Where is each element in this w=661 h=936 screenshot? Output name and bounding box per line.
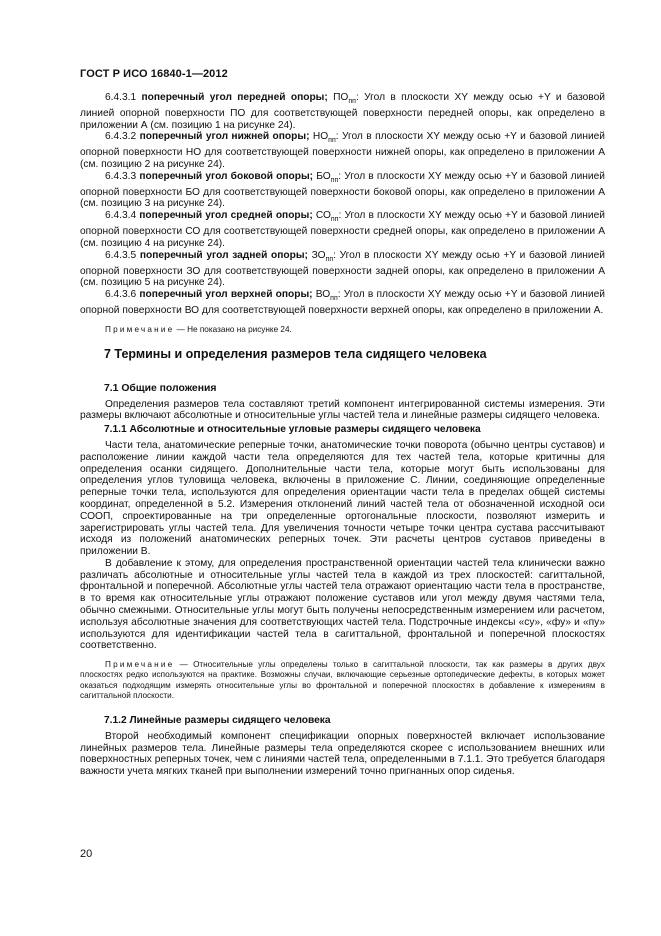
standard-header: ГОСТ Р ИСО 16840-1—2012 [80, 68, 228, 80]
section-7-1-1-paragraph-1: Части тела, анатомические реперные точки, анатомические точки поворота (обычно центры суставов) и расположение линии каждой части тела определяются для тех частей тела, которые критичны для определения осанки сидящего. Дополнительные части тела, которые могут быть использованы для определения углов туловища человека, включены в приложение С. Линии, соединяющие определенные реперные точки тела, используются для определения ориентации части тела в пределах общей системы координат, определенной в 5.2. Измерения отклонений линий частей тела от обозначенной исходной оси СООП, спроектированные на три определенные ортогональные плоскости, позволяют измерить и зарегистрировать углы частей тела. Для увеличения точности четыре точки центра сустава рассчитывают исходя из положений анатомических реперных точек. Эти расчеты центров суставов приведены в приложении В. [80, 439, 605, 558]
definition-text: : Угол в плоскости XY между осью +Y и базовой линией опорной поверхности БО для соответствующей поверхности боковой опоры, как определено в приложении А (см. позицию 3 на рисунке 24). [80, 170, 605, 210]
definition-number: 6.4.3.4 [105, 210, 137, 222]
definition-subscript: пп [348, 98, 356, 106]
section-7-1-1-paragraph-2: В добавление к этому, для определения пространственной ориентации частей тела клинически важно различать абсолютные и относительные углы частей тела в каждой из трех плоскостей: сагиттальной, фронтальной и поперечной. Абсолютные углы частей тела отражают ориентацию части тела в пространстве, в то время как относительные углы отражают положение суставов или угол между двумя частями тела, обычно смежными. Относительные углы могут быть получены непосредственным измерением или расчетом, используя абсолютные значения для соответствующих частей тела. Подстрочные индексы «су», «фу» и «пу» используются для идентификации частей тела в сагиттальной, фронтальной и поперечной плоскостях соответственно. [80, 557, 605, 652]
section-7-1-paragraph: Определения размеров тела составляют третий компонент интегрированной системы измерения. Эти размеры включают абсолютные и относительные углы частей тела и линейные размеры сидящего человека. [80, 398, 605, 422]
definition-term: поперечный угол передней опоры; [141, 92, 328, 103]
definition-subscript: пп [325, 255, 334, 263]
definition-term: поперечный угол боковой опоры; [139, 170, 314, 182]
definition-6-4-3-1 [80, 92, 605, 131]
note-text: — Относительные углы определены только в сагиттальной плоскости, так как размеры в других двух плоскостях редко используются на практике. Возможны случаи, включающие серьезные ортопедические дефекты, в которых может оказаться подходящим измерять относительные углы во фронтальной и поперечной плоскостях в добавление к измерениям в сагиттальной плоскости. [80, 660, 605, 700]
definition-number: 6.4.3.2 [105, 131, 137, 143]
definition-number: 6.4.3.1 [105, 92, 137, 103]
definition-abbreviation: СО [315, 210, 331, 222]
definition-term: поперечный угол средней опоры; [139, 210, 313, 222]
definition-number: 6.4.3.3 [105, 170, 137, 182]
definition-number: 6.4.3.6 [105, 289, 137, 301]
definition-term: поперечный угол верхней опоры; [139, 289, 313, 301]
section-7-1-1-note [80, 660, 605, 701]
note-label: Примечание [105, 324, 175, 334]
definition-term: поперечный угол задней опоры; [139, 249, 308, 261]
definition-6-4-3-5 [80, 250, 605, 289]
definition-text: : Угол в плоскости XY между осью +Y и базовой линией опорной поверхности ВО для соответствующей поверхности верхней опоры, как определено в приложении А. [80, 289, 605, 316]
definition-6-4-3-4 [80, 210, 605, 249]
definition-subscript: пп [330, 176, 339, 184]
section-7-1-2-heading: 7.1.2 Линейные размеры сидящего человека [104, 715, 331, 727]
definition-abbreviation: ВО [315, 289, 331, 301]
definition-text: : Угол в плоскости XY между осью +Y и базовой линией опорной поверхности НО для соответствующей поверхности нижней опоры, как определено в приложении А (см. позицию 2 на рисунке 24). [80, 131, 605, 171]
note-figure-24 [80, 325, 605, 335]
definition-6-4-3-2 [80, 131, 605, 170]
definition-number: 6.4.3.5 [105, 249, 137, 261]
page-number: 20 [80, 848, 93, 860]
definition-subscript: пп [330, 216, 339, 224]
page-content [80, 92, 605, 778]
definition-abbreviation: НО [312, 131, 329, 143]
definition-6-4-3-3 [80, 171, 605, 210]
section-7-heading: 7 Термины и определения размеров тела сидящего человека [104, 346, 487, 361]
definition-subscript: пп [328, 137, 336, 145]
note-text: — Не показано на рисунке 24. [174, 324, 292, 334]
definition-abbreviation: ПО [333, 92, 349, 103]
definition-text: : Угол в плоскости XY между осью +Y и базовой линией опорной поверхности ЗО для соответствующей поверхности задней опоры, как определено в приложении А (см. позицию 5 на рисунке 24). [80, 249, 605, 289]
definition-term: поперечный угол нижней опоры; [139, 131, 310, 143]
section-7-1-heading: 7.1 Общие положения [104, 382, 217, 394]
definition-text: : Угол в плоскости XY между осью +Y и базовой линией опорной поверхности СО для соответствующей поверхности средней опоры, как определено в приложении А (см. позицию 4 на рисунке 24). [80, 210, 605, 249]
definition-subscript: пп [330, 295, 338, 303]
definitions-list [80, 92, 605, 317]
section-7-1-1-heading: 7.1.1 Абсолютные и относительные угловые размеры сидящего человека [104, 424, 481, 436]
definition-abbreviation: БО [316, 170, 331, 182]
note-label: Примечание [105, 660, 175, 670]
definition-text: : Угол в плоскости XY между осью +Y и базовой линией опорной поверхности ПО для соответствующей поверхности передней опоры, как определено в приложении А (см. позицию 1 на рисунке 24). [80, 92, 605, 131]
section-7-1-2-paragraph: Второй необходимый компонент спецификации опорных поверхностей включает использование линейных размеров тела. Линейные размеры тела определяются скорее с использованием внешних или поверхностных реперных точек, чем с линиями частей тела, определенными в 7.1.1. Это требуется благодаря важности учета мягких тканей при выполнении измерений точно пригнанных опор сиденья. [80, 730, 605, 778]
definition-6-4-3-6 [80, 289, 605, 317]
definition-abbreviation: ЗО [311, 249, 326, 261]
